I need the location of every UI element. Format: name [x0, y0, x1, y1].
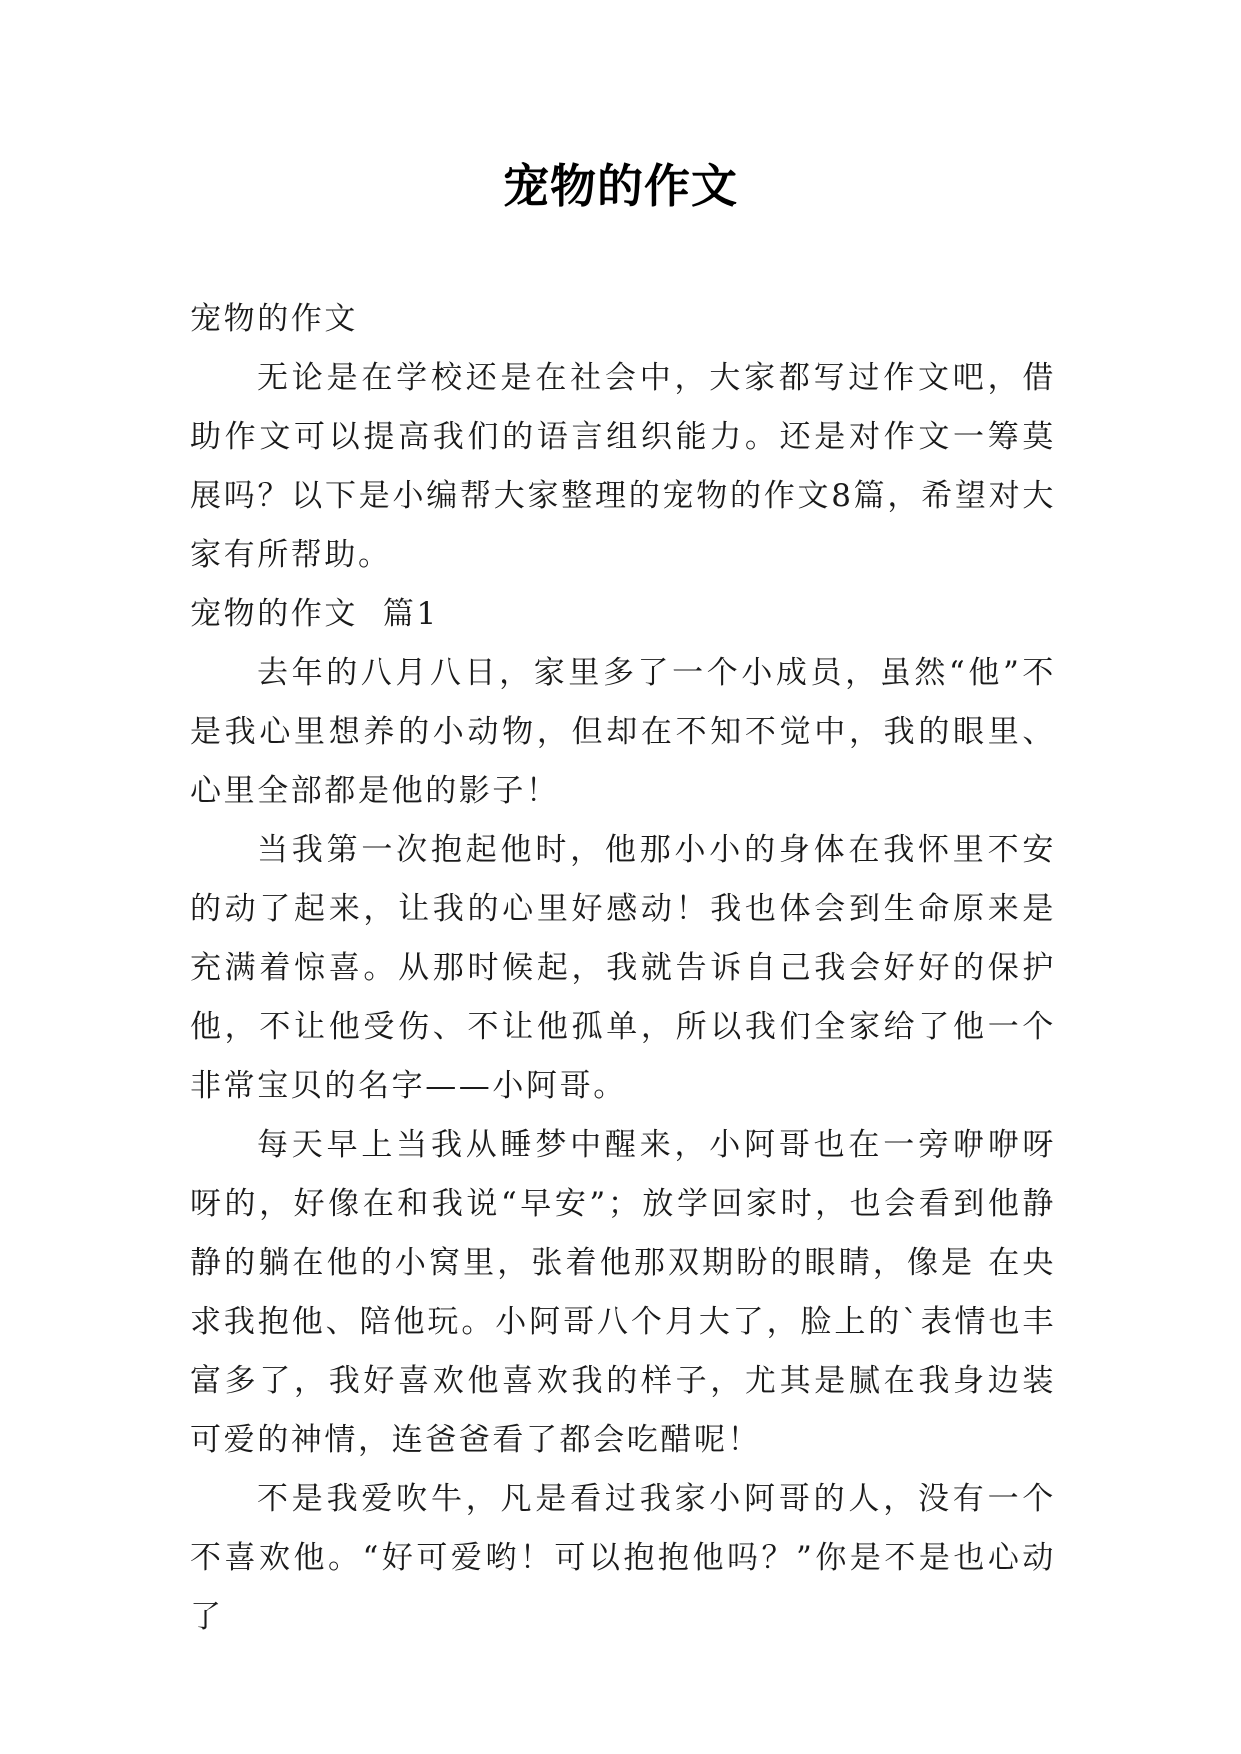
paragraph: 每天早上当我从睡梦中醒来，小阿哥也在一旁咿咿呀呀的，好像在和我说“早安”；放学回家时，也会看到他静静的躺在他的小窝里，张着他那双期盼的眼睛，像是 在央求我抱他、陪他玩。小阿哥八个月大了，脸上的`表情也丰富多了，我好喜欢他喜欢我的样子，尤其是腻在我身边装可爱的神情，连爸爸看了都会吃醋呢！ [190, 1127, 1056, 1458]
document-title: 宠物的作文 [503, 159, 738, 213]
paragraph: 不是我爱吹牛，凡是看过我家小阿哥的人，没有一个不喜欢他。“好可爱哟！可以抱抱他吗？”你是不是也心动了 [190, 1481, 1056, 1635]
section-heading: 宠物的作文 [190, 301, 358, 337]
section-heading: 宠物的作文 篇1 [190, 596, 439, 632]
paragraph: 无论是在学校还是在社会中，大家都写过作文吧，借助作文可以提高我们的语言组织能力。还是对作文一筹莫展吗？以下是小编帮大家整理的宠物的作文8篇，希望对大家有所帮助。 [190, 360, 1056, 573]
paragraph: 去年的八月八日，家里多了一个小成员，虽然“他”不是我心里想养的小动物，但却在不知不觉中，我的眼里、心里全部都是他的影子！ [190, 655, 1056, 809]
document-body [190, 290, 1056, 1647]
paragraph: 当我第一次抱起他时，他那小小的身体在我怀里不安的动了起来，让我的心里好感动！我也体会到生命原来是充满着惊喜。从那时候起，我就告诉自己我会好好的保护他，不让他受伤、不让他孤单，所以我们全家给了他一个非常宝贝的名字——小阿哥。 [190, 832, 1056, 1104]
